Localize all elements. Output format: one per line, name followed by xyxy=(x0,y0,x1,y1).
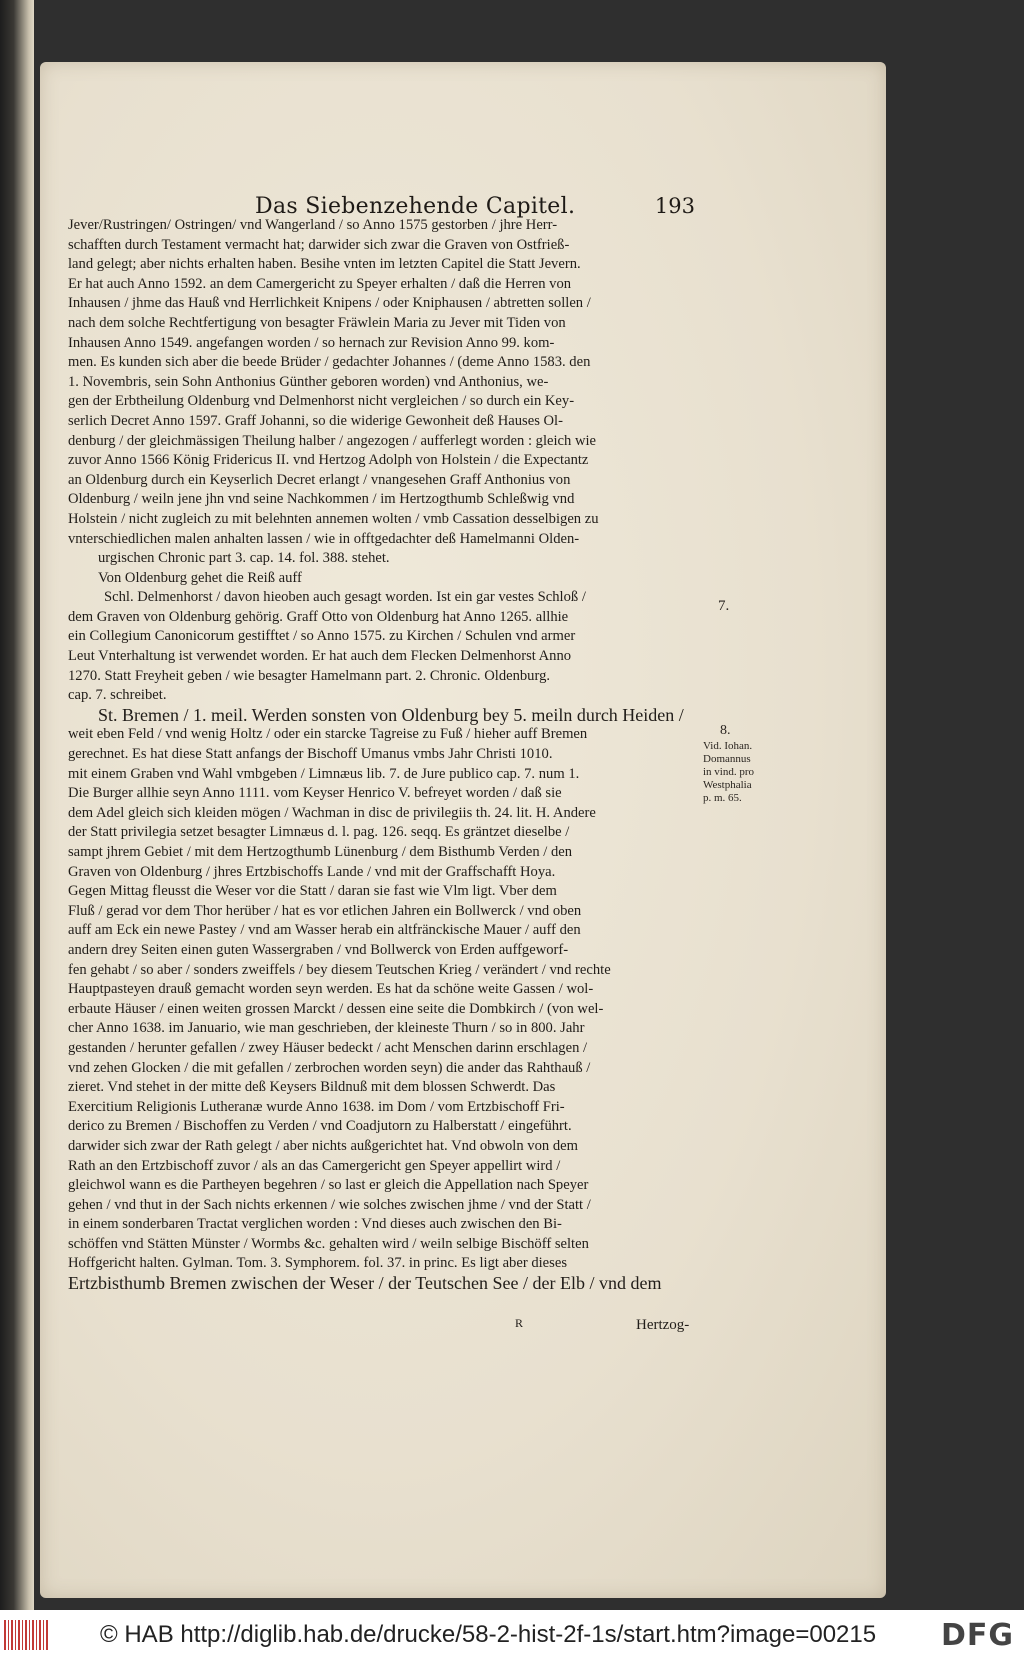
text-line: auff am Eck ein newe Pastey / vnd am Wasser herab ein altfränckische Mauer / auff den xyxy=(68,922,581,939)
text-line: Hauptpasteyen drauß gemacht worden seyn werden. Es hat da schöne weite Gassen / wol- xyxy=(68,981,594,998)
text-line: ein Collegium Canonicorum gestifftet / so Anno 1575. zu Kirchen / Schulen vnd armer xyxy=(68,628,576,645)
margin-reference-line: Westphalia xyxy=(703,779,752,791)
margin-note-8: 8. xyxy=(720,723,731,738)
text-line: darwider sich zwar der Rath gelegt / aber nichts außgerichtet hat. Vnd obwoln von dem xyxy=(68,1137,578,1154)
text-line: andern drey Seiten einen guten Wassergraben / vnd Bollwerck von Erden auffgeworf- xyxy=(68,941,569,958)
text-line: Er hat auch Anno 1592. an dem Camergericht zu Speyer erhalten / daß die Herren von xyxy=(68,275,572,292)
text-line: Schl. Delmenhorst / davon hieoben auch gesagt worden. Ist ein gar vestes Schloß / xyxy=(104,589,586,606)
footer-credit[interactable]: © HAB http://diglib.hab.de/drucke/58-2-hist-2f-1s/start.htm?image=00215 xyxy=(100,1621,877,1648)
text-line: Hoffgericht halten. Gylman. Tom. 3. Symphorem. fol. 37. in princ. Es ligt aber dieses xyxy=(68,1255,567,1272)
margin-reference-line: Vid. Iohan. xyxy=(703,740,753,752)
margin-note-7: 7. xyxy=(718,598,730,614)
text-line: urgischen Chronic part 3. cap. 14. fol. 388. stehet. xyxy=(98,550,390,567)
text-line: zuvor Anno 1566 König Fridericus II. vnd Hertzog Adolph von Holstein / die Expectantz xyxy=(68,452,589,469)
text-line: Rath an den Ertzbischoff zuvor / als an das Camergericht gen Speyer appellirt wird / xyxy=(68,1157,561,1174)
text-line: St. Bremen / 1. meil. Werden sonsten von Oldenburg bey 5. meiln durch Heiden / xyxy=(98,705,684,725)
text-line: mit einem Graben vnd Wahl vmbgeben / Limnæus lib. 7. de Jure publico cap. 7. num 1. xyxy=(68,765,580,782)
text-line: derico zu Bremen / Bischoffen zu Verden / vnd Coadjutorn zu Halberstatt / eingeführt. xyxy=(68,1118,572,1135)
running-title: Das Siebenzehende Capitel. xyxy=(255,193,576,219)
text-line: vnterschiedlichen malen anhalten lassen / wie in offtgedachter deß Hamelmanni Olden- xyxy=(68,530,580,547)
margin-reference-line: Domannus xyxy=(703,753,751,765)
text-line: vnd zehen Glocken / die mit gefallen / zerbrochen worden seyn) die ander das Rahthauß / xyxy=(68,1059,591,1076)
text-line: land gelegt; aber nichts erhalten haben. Besihe vnten im letzten Capitel die Statt Jevern. xyxy=(68,256,581,273)
text-line: fen gehabt / so aber / sonders zweiffels / bey diesem Teutschen Krieg / verändert / vnd rechte xyxy=(68,961,611,978)
text-line: cher Anno 1638. im Januario, wie man geschrieben, der kleineste Thurn / so in 800. Jahr xyxy=(68,1020,585,1037)
text-line: nach dem solche Rechtfertigung von besagter Fräwlein Maria zu Jever mit Tiden von xyxy=(68,314,566,331)
body-text xyxy=(68,216,698,1294)
catchword: Hertzog- xyxy=(636,1317,690,1333)
text-line: sampt jhrem Gebiet / mit dem Hertzogthumb Lünenburg / dem Bisthumb Verden / den xyxy=(68,844,573,860)
text-line: 1. Novembris, sein Sohn Anthonius Günther geboren worden) vnd Anthonius, we- xyxy=(68,373,549,390)
text-line: dem Graven von Oldenburg gehörig. Graff Otto von Oldenburg hat Anno 1265. allhie xyxy=(68,608,569,625)
text-line: in einem sonderbaren Tractat verglichen worden : Vnd dieses auch zwischen den Bi- xyxy=(68,1216,562,1233)
text-line: Oldenburg / weiln jene jhn vnd seine Nachkommen / im Hertzogthumb Schleßwig vnd xyxy=(68,491,575,508)
text-line: denburg / der gleichmässigen Theilung halber / angezogen / aufferlegt worden : gleich wie xyxy=(68,432,597,449)
text-line: serlich Decret Anno 1597. Graff Johanni, so die widerige Gewonheit deß Hauses Ol- xyxy=(68,412,563,429)
text-line: zieret. Vnd stehet in der mitte deß Keysers Bildnuß mit dem blossen Schwerdt. Das xyxy=(68,1079,556,1096)
text-line: an Oldenburg durch ein Keyserlich Decret erlangt / vnangesehen Graff Anthonius von xyxy=(68,471,571,488)
text-line: Ertzbisthumb Bremen zwischen der Weser / der Teutschen See / der Elb / vnd dem xyxy=(68,1274,662,1294)
dfg-logo: DFG xyxy=(940,1618,1014,1653)
text-line: der Statt privilegia setzet besagter Limnæus d. l. pag. 126. seqq. Es gräntzet dieselbe / xyxy=(68,824,570,841)
text-line: weit eben Feld / vnd wenig Holtz / oder ein starcke Tagreise zu Fuß / hieher auff Bremen xyxy=(68,726,588,743)
footer-bar xyxy=(0,1610,1024,1660)
text-line: Exercitium Religionis Lutheranæ wurde Anno 1638. im Dom / vom Ertzbischoff Fri- xyxy=(68,1098,565,1115)
text-line: erbaute Häuser / einen weiten grossen Marckt / dessen eine seite die Dombkirch / (von wel- xyxy=(68,1000,604,1017)
text-line: gleichwol wann es die Partheyen begehren / so last er gleich die Appellation nach Speyer xyxy=(68,1177,589,1194)
margin-reference-line: p. m. 65. xyxy=(703,792,742,804)
margin-reference-line: in vind. pro xyxy=(703,766,755,778)
text-line: Fluß / gerad vor dem Thor herüber / hat es vor etlichen Jahren ein Bollwerck / vnd oben xyxy=(68,902,582,919)
signature-mark: R xyxy=(515,1316,524,1330)
margin-reference xyxy=(703,740,773,805)
adjacent-page-edge xyxy=(0,0,34,1610)
text-line: schafften durch Testament vermacht hat; darwider sich zwar die Graven von Ostfrieß- xyxy=(68,236,570,253)
text-line: Jever/Rustringen/ Ostringen/ vnd Wangerland / so Anno 1575 gestorben / jhre Herr- xyxy=(68,217,558,233)
text-line: gerechnet. Es hat diese Statt anfangs der Bischoff Umanus vmbs Jahr Christi 1010. xyxy=(68,746,553,763)
text-line: gestanden / herunter gefallen / zwey Häuser bedeckt / acht Menschen darinn erschlagen / xyxy=(68,1039,588,1056)
text-line: Holstein / nicht zugleich zu mit belehnten annemen wolten / vmb Cassation desselbigen zu xyxy=(68,510,599,527)
text-line: cap. 7. schreibet. xyxy=(68,687,167,704)
barcode-icon xyxy=(4,1620,50,1650)
text-line: Die Burger allhie seyn Anno 1111. vom Keyser Henrico V. befreyet worden / daß sie xyxy=(68,785,562,802)
page-header xyxy=(255,194,695,218)
text-line: Inhausen / jhme das Hauß vnd Herrlichkeit Knipens / oder Kniphausen / abtretten sollen / xyxy=(68,295,591,312)
text-line: Graven von Oldenburg / jhres Ertzbischoffs Lande / vnd mit der Graffschafft Hoya. xyxy=(68,863,556,880)
text-line: Gegen Mittag fleusst die Weser vor die Statt / daran sie fast wie Vlm ligt. Vber dem xyxy=(68,883,557,900)
text-line: 1270. Statt Freyheit geben / wie besagter Hamelmann part. 2. Chronic. Oldenburg. xyxy=(68,667,551,684)
text-line: Von Oldenburg gehet die Reiß auff xyxy=(98,569,302,586)
text-line: schöffen vnd Stätten Münster / Wormbs &c. gehalten wird / weiln selbige Bischöff selten xyxy=(68,1235,589,1252)
text-line: Inhausen Anno 1549. angefangen worden / so hernach zur Revision Anno 99. kom- xyxy=(68,334,555,351)
text-line: gen der Erbtheilung Oldenburg vnd Delmenhorst nicht vergleichen / so durch ein Key- xyxy=(68,393,575,410)
text-line: men. Es kunden sich aber die beede Brüder / gedachter Johannes / (deme Anno 1583. den xyxy=(68,354,591,371)
text-line: dem Adel gleich sich kleiden mögen / Wachman in disc de privilegiis th. 24. lit. H. Andere xyxy=(68,804,596,821)
text-line: Leut Vnterhaltung ist verwendet worden. Er hat auch dem Flecken Delmenhorst Anno xyxy=(68,648,572,665)
text-line: gehen / vnd thut in der Sach nichts erkennen / wie solches zwischen jhme / vnd der Statt / xyxy=(68,1196,591,1213)
page-number: 193 xyxy=(654,194,695,218)
